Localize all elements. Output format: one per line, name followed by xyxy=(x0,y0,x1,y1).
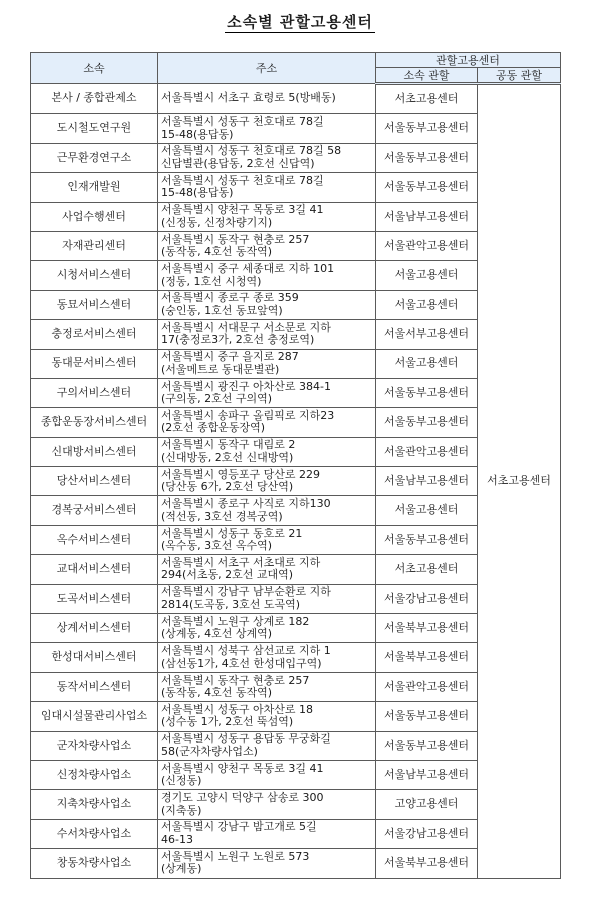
affiliation-cell: 도시철도연구원 xyxy=(31,114,158,143)
address-line-1: 서울특별시 동작구 현충로 257 xyxy=(161,673,310,687)
address-line-2: (서울메트로 동대문별관) xyxy=(161,362,280,376)
address-cell xyxy=(158,261,376,290)
affiliation-cell: 옥수서비스센터 xyxy=(31,525,158,554)
own-center-cell: 고양고용센터 xyxy=(376,790,478,819)
own-center-cell: 서울동부고용센터 xyxy=(376,731,478,760)
affiliation-cell: 창동차량사업소 xyxy=(31,849,158,878)
address-cell xyxy=(158,378,376,407)
address-line-1: 서울특별시 양천구 목동로 3길 41 xyxy=(161,203,324,217)
table-row xyxy=(31,84,561,114)
address-line-1: 경기도 고양시 덕양구 삼송로 300 xyxy=(161,791,324,805)
own-center-cell: 서울고용센터 xyxy=(376,290,478,319)
address-line-1: 서울특별시 성동구 천호대로 78길 xyxy=(161,115,324,129)
affiliation-cell: 자재관리센터 xyxy=(31,231,158,260)
affiliation-cell: 도곡서비스센터 xyxy=(31,584,158,613)
address-line-2: 15-48(용답동) xyxy=(161,186,234,200)
address-line-1: 서울특별시 송파구 올림픽로 지하23 xyxy=(161,408,335,422)
address-line-2: (2호선 종합운동장역) xyxy=(161,421,266,435)
affiliation-cell: 경복궁서비스센터 xyxy=(31,496,158,525)
affiliation-cell: 수서차량사업소 xyxy=(31,819,158,848)
address-line-2: 2814(도곡동, 3호선 도곡역) xyxy=(161,597,301,611)
address-line-2: 신답별관(용답동, 2호선 신답역) xyxy=(161,156,315,170)
address-line-2: (신대방동, 2호선 신대방역) xyxy=(161,450,294,464)
address-cell xyxy=(158,819,376,848)
address-cell xyxy=(158,143,376,172)
address-line-2: (신정동, 신정차량기지) xyxy=(161,215,273,229)
address-line-2: (성수동 1가, 2호선 뚝섬역) xyxy=(161,715,294,729)
affiliation-cell: 동묘서비스센터 xyxy=(31,290,158,319)
affiliation-cell: 교대서비스센터 xyxy=(31,555,158,584)
address-cell xyxy=(158,584,376,613)
address-line-1: 서울특별시 종로구 사직로 지하130 xyxy=(161,497,331,511)
address-line-1: 서울특별시 중구 을지로 287 xyxy=(161,350,299,364)
address-cell xyxy=(158,173,376,202)
address-line-1: 서울특별시 강남구 남부순환로 지하 xyxy=(161,585,331,599)
address-line-1: 서울특별시 노원구 노원로 573 xyxy=(161,849,310,863)
affiliation-cell: 신정차량사업소 xyxy=(31,760,158,789)
address-line-1: 서울특별시 양천구 목동로 3길 41 xyxy=(161,761,324,775)
address-line-1: 서울특별시 서대문구 서소문로 지하 xyxy=(161,320,331,334)
affiliation-cell: 시청서비스센터 xyxy=(31,261,158,290)
affiliation-cell: 당산서비스센터 xyxy=(31,467,158,496)
address-cell xyxy=(158,114,376,143)
address-line-2: (숭인동, 1호선 동묘앞역) xyxy=(161,303,283,317)
header-affiliation: 소속 xyxy=(31,53,158,84)
address-cell xyxy=(158,614,376,643)
address-line-1: 서울특별시 서초구 효령로 5(방배동) xyxy=(161,91,336,105)
address-line-1: 서울특별시 영등포구 당산로 229 xyxy=(161,467,320,481)
address-line-2: 46-13 xyxy=(161,832,193,846)
address-line-2: (적선동, 3호선 경복궁역) xyxy=(161,509,283,523)
own-center-cell: 서울북부고용센터 xyxy=(376,643,478,672)
own-center-cell: 서울관악고용센터 xyxy=(376,672,478,701)
own-center-cell: 서울강남고용센터 xyxy=(376,819,478,848)
address-line-1: 서울특별시 동작구 대림로 2 xyxy=(161,438,296,452)
address-line-2: (동작동, 4호선 동작역) xyxy=(161,686,273,699)
address-cell xyxy=(158,790,376,819)
own-center-cell: 서울고용센터 xyxy=(376,349,478,378)
own-center-cell: 서울동부고용센터 xyxy=(376,702,478,731)
address-cell xyxy=(158,731,376,760)
own-center-cell: 서울남부고용센터 xyxy=(376,467,478,496)
address-line-2: (당산동 6가, 2호선 당산역) xyxy=(161,480,294,494)
address-line-1: 서울특별시 성동구 아차산로 18 xyxy=(161,702,313,716)
address-line-2: 15-48(용답동) xyxy=(161,127,234,141)
own-center-cell: 서울고용센터 xyxy=(376,261,478,290)
address-line-1: 서울특별시 서초구 서초대로 지하 xyxy=(161,555,321,569)
own-center-cell: 서초고용센터 xyxy=(376,84,478,114)
affiliation-cell: 본사 / 종합관제소 xyxy=(31,84,158,114)
own-center-cell: 서울동부고용센터 xyxy=(376,173,478,202)
address-line-2: (구의동, 2호선 구의역) xyxy=(161,392,273,406)
address-cell xyxy=(158,643,376,672)
own-center-cell: 서울강남고용센터 xyxy=(376,584,478,613)
address-cell xyxy=(158,320,376,349)
address-line-2: (동작동, 4호선 동작역) xyxy=(161,245,273,259)
affiliation-cell: 종합운동장서비스센터 xyxy=(31,408,158,437)
header-shared-jurisdiction: 공동 관할 xyxy=(478,68,561,84)
address-line-2: 294(서초동, 2호선 교대역) xyxy=(161,568,294,582)
own-center-cell: 서울북부고용센터 xyxy=(376,849,478,878)
address-cell xyxy=(158,849,376,878)
affiliation-cell: 인재개발원 xyxy=(31,173,158,202)
address-cell xyxy=(158,84,376,114)
address-cell xyxy=(158,202,376,231)
address-line-1: 서울특별시 노원구 상계로 182 xyxy=(161,614,310,628)
affiliation-cell: 동대문서비스센터 xyxy=(31,349,158,378)
affiliation-cell: 근무환경연구소 xyxy=(31,143,158,172)
own-center-cell: 서울동부고용센터 xyxy=(376,408,478,437)
address-line-1: 서울특별시 종로구 종로 359 xyxy=(161,291,299,305)
address-line-1: 서울특별시 중구 세종대로 지하 101 xyxy=(161,262,335,276)
own-center-cell: 서울북부고용센터 xyxy=(376,614,478,643)
own-center-cell: 서울관악고용센터 xyxy=(376,437,478,466)
address-line-1: 서울특별시 성동구 동호로 21 xyxy=(161,526,303,540)
address-line-2: (신정동) xyxy=(161,774,202,788)
affiliation-cell: 한성대서비스센터 xyxy=(31,643,158,672)
own-center-cell: 서울서부고용센터 xyxy=(376,320,478,349)
own-center-cell: 서초고용센터 xyxy=(376,555,478,584)
header-center-group: 관할고용센터 xyxy=(376,53,561,68)
header-address: 주소 xyxy=(158,53,376,84)
affiliation-cell: 충정로서비스센터 xyxy=(31,320,158,349)
address-cell xyxy=(158,231,376,260)
address-line-2: (상계동, 4호선 상계역) xyxy=(161,627,273,641)
address-line-1: 서울특별시 광진구 아차산로 384-1 xyxy=(161,379,331,393)
address-cell xyxy=(158,760,376,789)
address-cell xyxy=(158,525,376,554)
address-cell xyxy=(158,349,376,378)
affiliation-cell: 군자차량사업소 xyxy=(31,731,158,760)
own-center-cell: 서울고용센터 xyxy=(376,496,478,525)
address-line-1: 서울특별시 성동구 용답동 무궁화길 xyxy=(161,732,331,746)
address-line-1: 서울특별시 동작구 현충로 257 xyxy=(161,232,310,246)
address-cell xyxy=(158,702,376,731)
affiliation-cell: 신대방서비스센터 xyxy=(31,437,158,466)
address-cell xyxy=(158,467,376,496)
affiliation-cell: 상계서비스센터 xyxy=(31,614,158,643)
affiliation-cell: 지축차량사업소 xyxy=(31,790,158,819)
own-center-cell: 서울동부고용센터 xyxy=(376,143,478,172)
own-center-cell: 서울동부고용센터 xyxy=(376,114,478,143)
address-line-1: 서울특별시 성북구 삼선교로 지하 1 xyxy=(161,644,331,658)
affiliation-cell: 구의서비스센터 xyxy=(31,378,158,407)
address-cell xyxy=(158,496,376,525)
address-line-2: (상계동) xyxy=(161,862,202,876)
own-center-cell: 서울동부고용센터 xyxy=(376,525,478,554)
own-center-cell: 서울관악고용센터 xyxy=(376,231,478,260)
address-cell xyxy=(158,672,376,701)
affiliation-cell: 사업수행센터 xyxy=(31,202,158,231)
own-center-cell: 서울동부고용센터 xyxy=(376,378,478,407)
address-line-1: 서울특별시 성동구 천호대로 78길 58 xyxy=(161,144,342,158)
jurisdiction-table xyxy=(30,52,561,879)
document-title: 소속별 관할고용센터 xyxy=(227,13,373,31)
address-line-1: 서울특별시 강남구 밤고개로 5길 xyxy=(161,820,317,834)
own-center-cell: 서울남부고용센터 xyxy=(376,760,478,789)
address-line-2: 17(충정로3가, 2호선 충정로역) xyxy=(161,333,315,347)
address-line-2: (지축동) xyxy=(161,803,202,817)
address-line-2: (옥수동, 3호선 옥수역) xyxy=(161,539,273,553)
address-line-1: 서울특별시 성동구 천호대로 78길 xyxy=(161,173,324,187)
address-line-2: (정동, 1호선 시청역) xyxy=(161,274,262,288)
header-own-jurisdiction: 소속 관할 xyxy=(376,68,478,84)
affiliation-cell: 동작서비스센터 xyxy=(31,672,158,701)
address-line-2: 58(군자차량사업소) xyxy=(161,744,258,758)
address-cell xyxy=(158,290,376,319)
address-line-2: (삼선동1가, 4호선 한성대입구역) xyxy=(161,656,322,670)
address-cell xyxy=(158,437,376,466)
affiliation-cell: 임대시설물관리사업소 xyxy=(31,702,158,731)
address-cell xyxy=(158,555,376,584)
own-center-cell: 서울남부고용센터 xyxy=(376,202,478,231)
shared-center-cell: 서초고용센터 xyxy=(478,84,561,879)
address-cell xyxy=(158,408,376,437)
